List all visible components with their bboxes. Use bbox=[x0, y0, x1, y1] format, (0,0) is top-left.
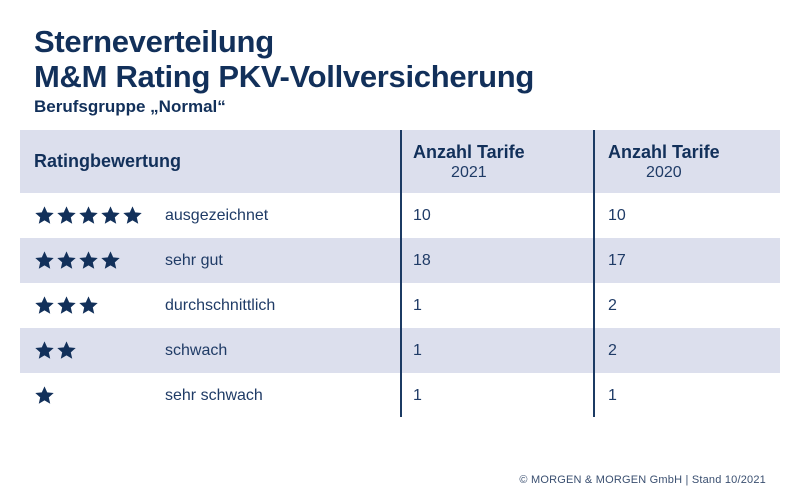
title-line-1: Sterneverteilung bbox=[34, 24, 274, 59]
header-2020-year: 2020 bbox=[646, 163, 682, 181]
header-2020 bbox=[608, 130, 720, 193]
header-rating: Ratingbewertung bbox=[34, 151, 181, 171]
rating-stars bbox=[34, 238, 121, 283]
star-icon bbox=[34, 340, 55, 361]
value-2021: 1 bbox=[413, 296, 422, 314]
star-icon bbox=[122, 205, 143, 226]
header bbox=[34, 24, 534, 117]
header-2021 bbox=[413, 130, 525, 193]
rating-stars bbox=[34, 373, 55, 418]
star-icon bbox=[34, 205, 55, 226]
title-line-2: M&M Rating PKV-Vollversicherung bbox=[34, 59, 534, 94]
rating-label: schwach bbox=[165, 341, 228, 359]
rating-label: ausgezeichnet bbox=[165, 206, 269, 224]
value-2020: 2 bbox=[608, 296, 617, 314]
value-2021: 18 bbox=[413, 251, 431, 269]
star-icon bbox=[34, 295, 55, 316]
rating-stars bbox=[34, 328, 77, 373]
value-2021: 1 bbox=[413, 341, 422, 359]
rating-label: sehr gut bbox=[165, 251, 223, 269]
value-2020: 2 bbox=[608, 341, 617, 359]
star-icon bbox=[100, 205, 121, 226]
rating-label: sehr schwach bbox=[165, 386, 263, 404]
star-icon bbox=[56, 340, 77, 361]
star-icon bbox=[78, 295, 99, 316]
rating-label: durchschnittlich bbox=[165, 296, 276, 314]
value-2020: 17 bbox=[608, 251, 626, 269]
star-icon bbox=[56, 250, 77, 271]
header-2021-year: 2021 bbox=[451, 163, 487, 181]
header-2021-title: Anzahl Tarife bbox=[413, 141, 525, 162]
rating-table bbox=[20, 130, 780, 418]
subtitle: Berufsgruppe „Normal“ bbox=[34, 97, 226, 116]
rating-stars bbox=[34, 283, 99, 328]
star-icon bbox=[78, 250, 99, 271]
star-icon bbox=[34, 385, 55, 406]
value-2021: 1 bbox=[413, 386, 422, 404]
copyright-footer: © MORGEN & MORGEN GmbH | Stand 10/2021 bbox=[519, 474, 766, 486]
star-icon bbox=[56, 295, 77, 316]
header-2020-title: Anzahl Tarife bbox=[608, 141, 720, 162]
rating-stars bbox=[34, 193, 143, 238]
value-2020: 1 bbox=[608, 386, 617, 404]
value-2021: 10 bbox=[413, 206, 431, 224]
star-icon bbox=[56, 205, 77, 226]
star-icon bbox=[78, 205, 99, 226]
column-divider-1 bbox=[400, 130, 402, 417]
column-divider-2 bbox=[593, 130, 595, 417]
value-2020: 10 bbox=[608, 206, 626, 224]
star-icon bbox=[34, 250, 55, 271]
star-icon bbox=[100, 250, 121, 271]
